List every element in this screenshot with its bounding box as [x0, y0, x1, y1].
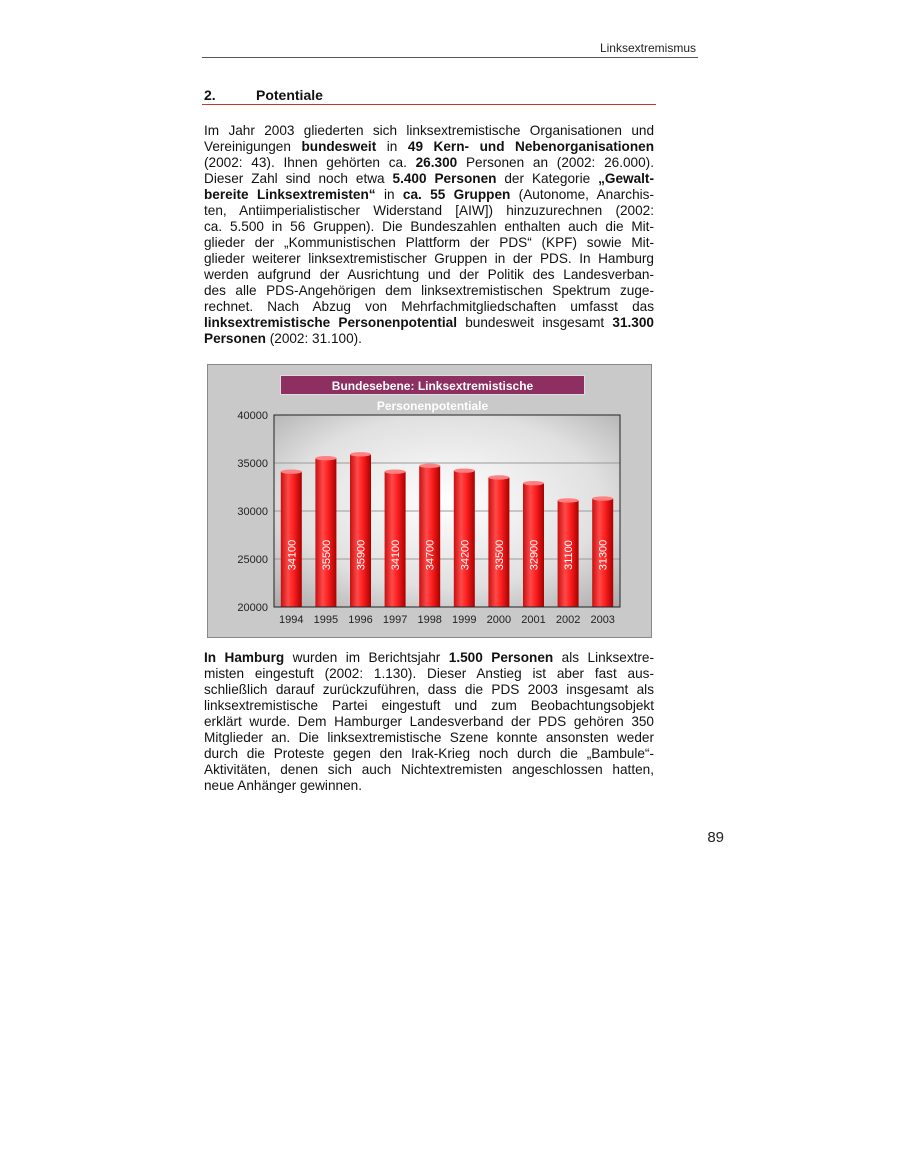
- text-run: glieder der „Kommunistischen Plattform der PDS“ (KPF) sowie Mit-: [204, 235, 654, 250]
- bar-data-label: 34700: [424, 539, 437, 571]
- text-line: [204, 235, 654, 251]
- bold-text: „Gewalt-: [598, 171, 654, 186]
- paragraph-federal: [204, 123, 654, 347]
- bar-data-label: 31300: [597, 539, 610, 571]
- y-tick-label: 40000: [237, 410, 268, 422]
- text-line: [204, 251, 654, 267]
- text-line: [204, 730, 654, 746]
- bar-data-label: 33500: [493, 539, 506, 571]
- x-tick-label: 2002: [555, 614, 581, 626]
- text-run: Aktivitäten, denen sich auch Nichtextremisten angeschlossen hatten,: [204, 762, 654, 777]
- bar: [419, 466, 440, 607]
- text-run: (2002: 43). Ihnen gehörten ca.: [204, 155, 416, 170]
- text-run: bundesweit insgesamt: [457, 315, 613, 330]
- text-run: Vereinigungen: [204, 139, 302, 154]
- paragraph-hamburg: [204, 650, 654, 794]
- text-line: [204, 331, 654, 347]
- y-tick-label: 35000: [237, 458, 268, 470]
- text-run: neue Anhänger gewinnen.: [204, 778, 362, 793]
- bar: [315, 458, 336, 607]
- x-tick-label: 2003: [590, 614, 615, 626]
- section-number: 2.: [204, 87, 216, 103]
- y-tick-label: 30000: [237, 506, 268, 518]
- text-line: [204, 666, 654, 682]
- text-line: [204, 698, 654, 714]
- bold-text: 49 Kern- und Nebenorganisationen: [407, 139, 655, 154]
- x-tick-label: 2001: [521, 614, 546, 626]
- text-run: rechnet. Nach Abzug von Mehrfachmitgliedschaften umfasst das: [204, 299, 654, 314]
- bold-text: 26.300: [415, 155, 458, 170]
- bar-data-label: 34200: [459, 539, 472, 571]
- bold-text: 31.300: [612, 315, 654, 330]
- x-tick-label: 1999: [452, 614, 477, 626]
- bar: [350, 454, 371, 607]
- x-tick-label: 1995: [313, 614, 339, 626]
- bar-top: [350, 452, 371, 456]
- text-run: (Autonome, Anarchis-: [510, 187, 654, 202]
- bar-top: [385, 469, 406, 473]
- bar-top: [281, 469, 302, 473]
- text-line: [204, 187, 654, 203]
- bar-top: [315, 456, 336, 460]
- bar-top: [419, 464, 440, 468]
- text-line: [204, 171, 654, 187]
- x-tick-label: 1994: [279, 614, 304, 626]
- text-run: Personen an (2002: 26.000).: [457, 155, 654, 170]
- text-line: [204, 650, 654, 666]
- text-line: [204, 203, 654, 219]
- bar: [385, 472, 406, 607]
- text-line: [204, 762, 654, 778]
- text-line: [204, 315, 654, 331]
- bold-text: In Hamburg: [204, 650, 285, 665]
- bar-data-label: 35900: [355, 539, 368, 571]
- text-run: Mitglieder an. Die linksextremistische Szene konnte ansonsten weder: [204, 730, 654, 745]
- bar-top: [488, 475, 509, 479]
- header-rule: [202, 57, 698, 58]
- bold-text: linksextremistische Personenpotential: [204, 315, 457, 330]
- x-tick-label: 1997: [382, 614, 408, 626]
- bar-data-label: 34100: [390, 539, 403, 571]
- text-run: in: [376, 139, 408, 154]
- text-line: [204, 267, 654, 283]
- bold-text: ca. 55 Gruppen: [402, 187, 511, 202]
- text-run: durch die Proteste gegen den Irak-Krieg noch durch die „Bambule“-: [204, 746, 654, 761]
- section-title: Potentiale: [256, 87, 323, 103]
- text-line: [204, 714, 654, 730]
- running-header: Linksextremismus: [599, 41, 696, 55]
- bar-chart: [207, 364, 652, 638]
- bar-top: [454, 468, 475, 472]
- text-run: Im Jahr 2003 gliederten sich linksextremistische Organisationen und: [204, 123, 654, 138]
- chart-title: Bundesebene: Linksextremistische Personenpotentiale: [280, 375, 585, 395]
- bar-data-label: 35500: [320, 539, 333, 571]
- text-run: erklärt wurde. Dem Hamburger Landesverband der PDS gehören 350: [204, 714, 654, 729]
- bold-text: 5.400 Personen: [392, 171, 497, 186]
- bar: [454, 471, 475, 607]
- text-run: ca. 5.500 in 56 Gruppen). Die Bundeszahlen enthalten auch die Mit-: [204, 219, 654, 234]
- text-run: linksextremistische Partei eingestuft und zum Beobachtungsobjekt: [204, 698, 654, 713]
- x-tick-label: 2000: [486, 614, 512, 626]
- text-line: [204, 746, 654, 762]
- text-run: als Linksextre-: [553, 650, 655, 665]
- text-line: [204, 682, 654, 698]
- bar: [281, 472, 302, 607]
- page-number: 89: [707, 829, 724, 846]
- text-line: [204, 155, 654, 171]
- bar-top: [558, 498, 579, 502]
- text-run: schließlich darauf zurückzuführen, dass die PDS 2003 insgesamt als: [204, 682, 654, 697]
- text-run: werden aufgrund der Ausrichtung und der Politik des Landesverban-: [204, 267, 654, 282]
- text-line: [204, 299, 654, 315]
- text-run: des alle PDS-Angehörigen dem linksextremistischen Spektrum zuge-: [204, 283, 654, 298]
- x-tick-label: 1996: [348, 614, 373, 626]
- text-run: wurden im Berichtsjahr: [284, 650, 449, 665]
- bold-text: 1.500 Personen: [448, 650, 554, 665]
- y-tick-label: 25000: [237, 554, 268, 566]
- bar-top: [523, 481, 544, 485]
- bold-text: bundesweit: [301, 139, 377, 154]
- text-run: glieder weiterer linksextremistischer Gruppen in der PDS. In Hamburg: [204, 251, 654, 266]
- bold-text: bereite Linksextremisten“: [204, 187, 376, 202]
- text-run: (2002: 31.100).: [265, 331, 362, 346]
- bar-data-label: 31100: [563, 540, 576, 570]
- y-tick-label: 20000: [237, 602, 268, 614]
- text-line: [204, 219, 654, 235]
- text-run: Dieser Zahl sind noch etwa: [204, 171, 393, 186]
- text-line: [204, 123, 654, 139]
- bar-top: [592, 496, 613, 500]
- bold-text: Personen: [204, 331, 266, 346]
- text-line: [204, 778, 654, 794]
- text-line: [204, 283, 654, 299]
- bar-data-label: 32900: [528, 539, 541, 571]
- text-run: misten eingestuft (2002: 1.130). Dieser Anstieg ist aber fast aus-: [204, 666, 654, 681]
- text-run: ten, Antiimperialistischer Widerstand [AIW]) hinzuzurechnen (2002:: [204, 203, 654, 218]
- x-tick-label: 1998: [417, 614, 442, 626]
- text-run: in: [375, 187, 403, 202]
- section-rule: [202, 104, 656, 105]
- text-line: [204, 139, 654, 155]
- text-run: der Kategorie: [496, 171, 599, 186]
- bar-data-label: 34100: [286, 539, 299, 571]
